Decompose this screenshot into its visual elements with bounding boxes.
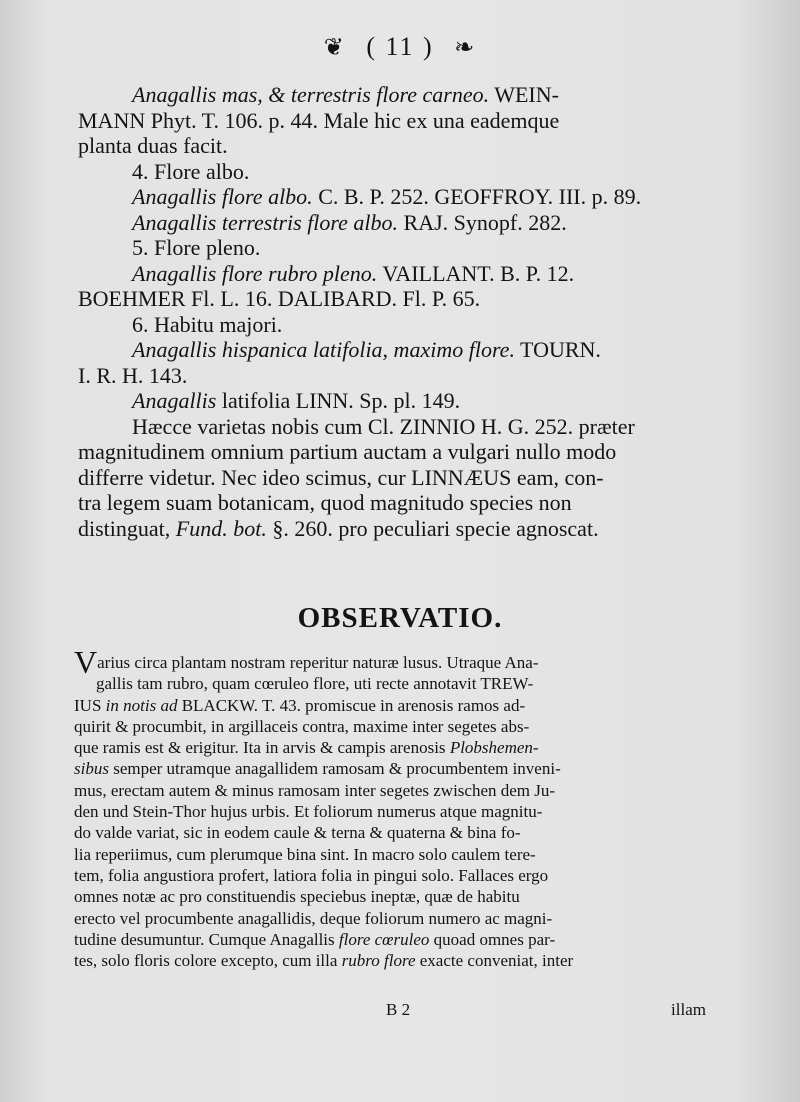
text-line: Varius circa plantam nostram reperitur naturæ lusus. Utraque Ana- — [74, 644, 539, 680]
text-line: omnes notæ ac pro constituendis speciebus ineptæ, quæ de habitu — [74, 887, 520, 907]
text-line: tem, folia angustiora profert, latiora folia in pingui solo. Fallaces ergo — [74, 865, 549, 885]
text-line: do valde variat, sic in eodem caule & terna & quaterna & bina fo- — [74, 823, 521, 843]
text-line: tudine desumuntur. Cumque Anagallis flore cœruleo quoad omnes par- — [74, 929, 556, 949]
text-line: BOEHMER Fl. L. 16. DALIBARD. Fl. P. 65. — [78, 286, 481, 311]
page-number: ( 11 ) — [366, 32, 434, 61]
text-line: distinguat, Fund. bot. §. 260. pro peculiari specie agnoscat. — [78, 515, 599, 541]
text-line: Anagallis latifolia LINN. Sp. pl. 149. — [132, 388, 461, 413]
main-text — [78, 82, 720, 541]
text-line: Hæcce varietas nobis cum Cl. ZINNIO H. G. 252. præter — [132, 413, 635, 439]
variety-heading: 5. Flore pleno. — [132, 235, 261, 260]
section-heading: OBSERVATIO. — [297, 602, 503, 634]
text-line: tes, solo floris colore excepto, cum illa rubro flore exacte conveniat, inter — [74, 951, 574, 971]
variety-heading: 6. Habitu majori. — [132, 311, 283, 337]
text-line: MANN Phyt. T. 106. p. 44. Male hic ex una eademque — [78, 107, 560, 133]
text-line: Anagallis mas, & terrestris flore carneo. WEIN- — [132, 82, 559, 107]
text-line: erecto vel procumbente anagallidis, deque foliorum numero ac magni- — [74, 908, 553, 928]
page-footer — [0, 1000, 800, 1026]
drop-cap: V — [74, 644, 98, 680]
text-line: que ramis est & erigitur. Ita in arvis & campis arenosis Plobshemen- — [74, 738, 539, 758]
text-line: mus, erectam autem & minus ramosam inter segetes zwischen dem Ju- — [74, 780, 556, 800]
page-header — [0, 32, 800, 62]
variety-heading: 4. Flore albo. — [132, 158, 250, 184]
signature-mark: B 2 — [386, 1000, 411, 1019]
text-line: Anagallis terrestris flore albo. RAJ. Synopf. 282. — [132, 209, 567, 235]
text-line: differre videtur. Nec ideo scimus, cur LINNÆUS eam, con- — [78, 464, 604, 490]
text-line: Anagallis hispanica latifolia, maximo flore. TOURN. — [132, 337, 601, 362]
text-line: Anagallis flore rubro pleno. VAILLANT. B. P. 12. — [132, 260, 575, 286]
text-line: IUS in notis ad BLACKW. T. 43. promiscue in arenosis ramos ad- — [74, 695, 526, 715]
catchword: illam — [671, 1000, 706, 1019]
observation-text — [74, 644, 710, 971]
ornament-left-icon: ❦ — [323, 35, 346, 61]
ornament-right-icon: ❧ — [454, 35, 477, 61]
text-line: sibus semper utramque anagallidem ramosam & procumbentem inveni- — [74, 759, 561, 779]
text-line: planta duas facit. — [78, 133, 228, 158]
text-line: lia reperiimus, cum plerumque bina sint. In macro solo caulem tere- — [74, 844, 536, 864]
text-line: den und Stein-Thor hujus urbis. Et foliorum numerus atque magnitu- — [74, 802, 543, 822]
text-line: I. R. H. 143. — [78, 362, 188, 388]
text-line: magnitudinem omnium partium auctam a vulgari nullo modo — [78, 439, 617, 464]
text-line: Anagallis flore albo. C. B. P. 252. GEOFFROY. III. p. 89. — [132, 184, 642, 209]
text-line: gallis tam rubro, quam cœruleo flore, uti recte annotavit TREW- — [96, 674, 534, 694]
text-line: tra legem suam botanicam, quod magnitudo species non — [78, 490, 572, 515]
text-line: quirit & procumbit, in argillaceis contra, maxime inter segetes abs- — [74, 716, 530, 736]
